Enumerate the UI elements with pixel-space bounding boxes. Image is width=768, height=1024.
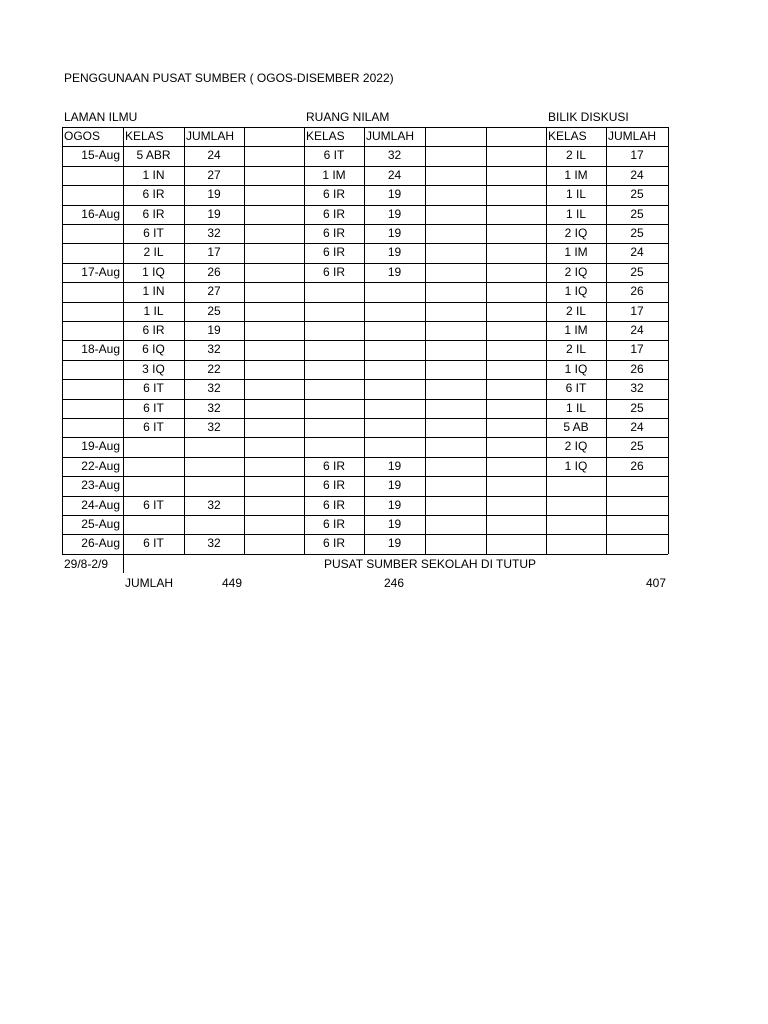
nilam-jumlah-cell	[365, 360, 424, 379]
laman-jumlah-cell: 24	[207, 148, 221, 163]
laman-kelas-cell	[124, 437, 183, 456]
diskusi-jumlah-cell	[607, 515, 667, 534]
nilam-jumlah-cell: 32	[387, 148, 402, 163]
diskusi-kelas-cell: 1 IM	[564, 167, 588, 182]
nilam-kelas-cell	[305, 360, 363, 379]
nilam-jumlah-cell: 19	[387, 226, 402, 240]
total-ruang-nilam: 246	[384, 576, 405, 590]
diskusi-jumlah-cell: 17	[630, 303, 644, 318]
totals-label: JUMLAH	[125, 576, 174, 590]
diskusi-jumlah-cell: 25	[630, 226, 644, 240]
laman-kelas-cell: 6 IQ	[142, 342, 165, 357]
laman-kelas-cell: 6 IT	[143, 381, 164, 396]
nilam-jumlah-cell: 19	[387, 187, 402, 202]
diskusi-jumlah-cell: 32	[630, 381, 644, 396]
nilam-kelas-cell	[305, 437, 363, 456]
page-title: PENGGUNAAN PUSAT SUMBER ( OGOS-DISEMBER 2022)	[64, 71, 394, 85]
date-cell	[63, 399, 120, 418]
laman-jumlah-cell: 19	[207, 187, 221, 202]
date-cell: 26-Aug	[81, 536, 120, 551]
date-cell	[63, 379, 120, 398]
closure-date: 29/8-2/9	[64, 557, 109, 571]
laman-kelas-cell: 2 IL	[143, 245, 164, 260]
nilam-kelas-cell: 6 IR	[322, 536, 345, 551]
laman-jumlah-cell	[185, 515, 243, 534]
laman-jumlah-cell: 32	[207, 226, 221, 240]
laman-kelas-cell: 1 IL	[143, 303, 164, 318]
date-cell: 22-Aug	[81, 458, 120, 473]
nilam-jumlah-cell: 19	[387, 517, 402, 531]
laman-kelas-cell: 6 IT	[143, 420, 164, 434]
section-bilik-diskusi: BILIK DISKUSI	[548, 110, 629, 124]
diskusi-jumlah-cell	[607, 534, 667, 553]
diskusi-kelas-cell: 2 IL	[565, 303, 586, 318]
date-cell	[63, 224, 120, 243]
date-cell: 24-Aug	[81, 497, 120, 512]
diskusi-kelas-cell: 1 IL	[565, 187, 586, 202]
nilam-jumlah-cell	[365, 399, 424, 418]
nilam-kelas-cell: 1 IM	[322, 167, 346, 182]
diskusi-kelas-cell	[547, 496, 605, 515]
diskusi-jumlah-cell	[607, 496, 667, 515]
diskusi-kelas-cell: 2 IQ	[564, 226, 588, 240]
laman-jumlah-cell	[185, 457, 243, 476]
laman-jumlah-cell: 32	[207, 400, 221, 415]
header-jumlah-diskusi: JUMLAH	[608, 129, 657, 143]
laman-jumlah-cell: 27	[207, 284, 221, 299]
nilam-kelas-cell: 6 IR	[322, 245, 345, 260]
laman-jumlah-cell: 32	[207, 497, 221, 512]
laman-jumlah-cell: 17	[207, 245, 221, 260]
total-laman-ilmu: 449	[222, 576, 243, 590]
laman-jumlah-cell: 27	[207, 167, 221, 182]
laman-jumlah-cell: 25	[207, 303, 221, 318]
date-cell	[63, 321, 120, 340]
section-laman-ilmu: LAMAN ILMU	[64, 110, 138, 124]
date-cell	[63, 418, 120, 437]
diskusi-jumlah-cell: 26	[630, 284, 644, 299]
diskusi-kelas-cell: 6 IT	[565, 381, 587, 396]
date-cell: 15-Aug	[81, 148, 120, 163]
header-kelas-laman: KELAS	[125, 129, 164, 143]
nilam-kelas-cell: 6 IR	[322, 458, 345, 473]
laman-kelas-cell: 6 IT	[143, 400, 164, 415]
date-cell	[63, 185, 120, 204]
header-kelas-nilam: KELAS	[306, 129, 345, 143]
diskusi-jumlah-cell: 26	[630, 361, 644, 376]
diskusi-kelas-cell: 1 IM	[564, 323, 588, 337]
nilam-kelas-cell	[305, 302, 363, 321]
diskusi-kelas-cell	[547, 534, 605, 553]
closure-note: PUSAT SUMBER SEKOLAH DI TUTUP	[324, 557, 537, 571]
diskusi-jumlah-cell: 24	[630, 245, 644, 260]
date-cell: 18-Aug	[81, 342, 120, 357]
date-cell	[63, 166, 120, 185]
laman-kelas-cell: 6 IT	[143, 226, 164, 240]
laman-jumlah-cell: 26	[207, 264, 221, 279]
diskusi-jumlah-cell: 24	[630, 420, 644, 434]
diskusi-kelas-cell: 1 IQ	[564, 458, 588, 473]
nilam-jumlah-cell: 19	[387, 245, 402, 260]
laman-kelas-cell: 6 IR	[142, 187, 165, 202]
laman-kelas-cell: 1 IN	[142, 167, 165, 182]
nilam-jumlah-cell: 24	[387, 167, 402, 182]
nilam-kelas-cell	[305, 379, 363, 398]
nilam-kelas-cell: 6 IR	[322, 497, 345, 512]
header-kelas-diskusi: KELAS	[548, 129, 587, 143]
date-cell	[63, 360, 120, 379]
laman-kelas-cell: 1 IN	[142, 284, 165, 299]
laman-jumlah-cell: 32	[207, 536, 221, 551]
nilam-jumlah-cell: 19	[387, 264, 402, 279]
diskusi-jumlah-cell: 25	[630, 187, 644, 202]
laman-jumlah-cell: 19	[207, 323, 221, 337]
nilam-jumlah-cell	[365, 321, 424, 340]
diskusi-kelas-cell: 1 IQ	[564, 361, 588, 376]
nilam-jumlah-cell	[365, 418, 424, 437]
header-ogos: OGOS	[64, 129, 101, 143]
date-cell	[63, 302, 120, 321]
nilam-jumlah-cell: 19	[387, 478, 402, 493]
section-ruang-nilam: RUANG NILAM	[306, 110, 390, 124]
laman-jumlah-cell: 32	[207, 381, 221, 396]
nilam-kelas-cell: 6 IR	[322, 264, 345, 279]
nilam-jumlah-cell	[365, 437, 424, 456]
nilam-kelas-cell: 6 IR	[322, 517, 345, 531]
diskusi-kelas-cell: 2 IL	[565, 342, 586, 357]
diskusi-jumlah-cell: 24	[630, 167, 644, 182]
diskusi-jumlah-cell: 24	[630, 323, 644, 337]
nilam-kelas-cell: 6 IR	[322, 206, 345, 221]
nilam-kelas-cell: 6 IT	[323, 148, 345, 163]
laman-jumlah-cell	[185, 437, 243, 456]
diskusi-kelas-cell: 1 IL	[565, 206, 586, 221]
laman-jumlah-cell: 22	[207, 361, 221, 376]
date-cell: 19-Aug	[81, 439, 120, 454]
diskusi-kelas-cell: 1 IL	[565, 400, 586, 415]
header-jumlah-nilam: JUMLAH	[366, 129, 415, 143]
diskusi-kelas-cell: 1 IM	[564, 245, 588, 260]
date-cell: 17-Aug	[81, 264, 120, 279]
laman-kelas-cell: 6 IR	[142, 323, 165, 337]
nilam-jumlah-cell: 19	[387, 458, 402, 473]
diskusi-jumlah-cell: 25	[630, 206, 644, 221]
laman-jumlah-cell: 32	[207, 342, 221, 357]
diskusi-jumlah-cell: 25	[630, 264, 644, 279]
nilam-kelas-cell	[305, 340, 363, 359]
diskusi-jumlah-cell: 26	[630, 458, 644, 473]
diskusi-jumlah-cell: 25	[630, 439, 644, 454]
laman-jumlah-cell	[185, 476, 243, 495]
laman-kelas-cell	[124, 476, 183, 495]
diskusi-kelas-cell	[547, 515, 605, 534]
nilam-kelas-cell: 6 IR	[322, 478, 345, 493]
nilam-jumlah-cell: 19	[387, 497, 402, 512]
nilam-jumlah-cell	[365, 302, 424, 321]
diskusi-jumlah-cell: 17	[630, 148, 644, 163]
diskusi-jumlah-cell: 25	[630, 400, 644, 415]
diskusi-kelas-cell: 5 AB	[563, 420, 589, 434]
diskusi-kelas-cell: 2 IQ	[564, 439, 588, 454]
laman-kelas-cell: 5 ABR	[136, 148, 171, 163]
diskusi-kelas-cell: 2 IQ	[564, 264, 588, 279]
diskusi-jumlah-cell: 17	[630, 342, 644, 357]
nilam-kelas-cell	[305, 321, 363, 340]
nilam-kelas-cell	[305, 399, 363, 418]
nilam-jumlah-cell: 19	[387, 536, 402, 551]
nilam-jumlah-cell: 19	[387, 206, 402, 221]
laman-kelas-cell: 1 IQ	[142, 264, 165, 279]
nilam-kelas-cell: 6 IR	[322, 226, 345, 240]
nilam-jumlah-cell	[365, 340, 424, 359]
laman-kelas-cell: 6 IR	[142, 206, 165, 221]
laman-kelas-cell: 3 IQ	[142, 361, 165, 376]
laman-kelas-cell: 6 IT	[143, 497, 164, 512]
diskusi-jumlah-cell	[607, 476, 667, 495]
nilam-kelas-cell	[305, 418, 363, 437]
total-bilik-diskusi: 407	[646, 576, 667, 590]
date-cell: 25-Aug	[81, 517, 120, 531]
date-cell: 16-Aug	[81, 206, 120, 221]
laman-kelas-cell: 6 IT	[143, 536, 164, 551]
laman-jumlah-cell: 19	[207, 206, 221, 221]
laman-kelas-cell	[124, 457, 183, 476]
diskusi-kelas-cell	[547, 476, 605, 495]
date-cell	[63, 243, 120, 262]
diskusi-kelas-cell: 2 IL	[565, 148, 586, 163]
nilam-kelas-cell	[305, 282, 363, 301]
diskusi-kelas-cell: 1 IQ	[564, 284, 588, 299]
laman-jumlah-cell: 32	[207, 420, 221, 434]
nilam-jumlah-cell	[365, 379, 424, 398]
date-cell: 23-Aug	[81, 478, 120, 493]
nilam-jumlah-cell	[365, 282, 424, 301]
date-cell	[63, 282, 120, 301]
header-jumlah-laman: JUMLAH	[186, 129, 235, 143]
nilam-kelas-cell: 6 IR	[322, 187, 345, 202]
laman-kelas-cell	[124, 515, 183, 534]
